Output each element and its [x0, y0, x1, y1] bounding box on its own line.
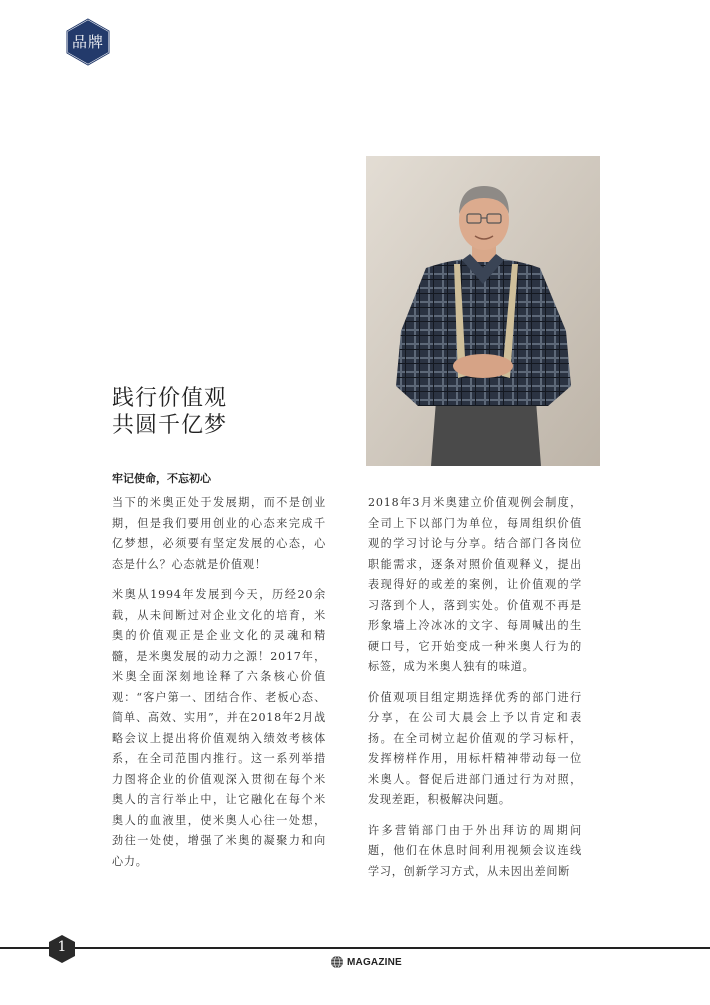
magazine-logo [330, 955, 402, 969]
portrait-photo [366, 156, 600, 466]
paragraph: 2018年3月米奥建立价值观例会制度，全司上下以部门为单位，每周组织价值观的学习讨论与分享。结合部门各岗位职能需求，逐条对照价值观释义，提出表现得好的或差的案例，让价值观的学习落到个人，落到实处。价值观不再是形象墙上冷冰冰的文字、每周喊出的生硬口号，它开始变成一种米奥人行为的标签，成为米奥人独有的味道。 [368, 496, 582, 673]
globe-icon [330, 955, 344, 969]
footer-divider [0, 947, 710, 949]
paragraph: 米奥从1994年发展到今天，历经20余载，从未间断过对企业文化的培育，米奥的价值观正是企业文化的灵魂和精髓，是米奥发展的动力之源！2017年，米奥全面深刻地诠释了六条核心价值观：“客户第一、团结合作、老板心态、简单、高效、实用”，并在2018年2月战略会议上提出将价值观纳入绩效考核体系，在全司范围内推行。这一系列举措力图将企业的价值观深入贯彻在每个米奥人的言行举止中，让它融化在每个米奥人的血液里，使米奥人心往一处想，劲往一处使，增强了米奥的凝聚力和向心力。 [112, 588, 326, 868]
right-column [368, 493, 582, 878]
paragraph: 价值观项目组定期选择优秀的部门进行分享，在公司大晨会上予以肯定和表扬。在全司树立起价值观的学习标杆，发挥榜样作用，用标杆精神带动每一位米奥人。督促后进部门通过行为对照，发现差距，积极解决问题。 [368, 690, 582, 806]
article-title [112, 385, 332, 439]
section-badge-label: 品牌 [71, 33, 104, 51]
paragraph: 许多营销部门由于外出拜访的周期问题，他们在休息时间利用视频会议连线学习，创新学习方式，从未因出差间断 [368, 823, 582, 878]
article-subtitle: 牢记使命，不忘初心 [112, 472, 211, 485]
page-number: 1 [57, 939, 67, 955]
title-line-1: 践行价值观 [112, 386, 228, 411]
title-line-2: 共圆千亿梦 [112, 413, 228, 438]
magazine-label: MAGAZINE [347, 956, 402, 968]
left-column [112, 493, 326, 882]
page-number-badge [48, 934, 76, 964]
paragraph: 当下的米奥正处于发展期，而不是创业期，但是我们要用创业的心态来完成千亿梦想，必须要有坚定发展的心态，心态是什么？心态就是价值观！ [112, 496, 326, 571]
section-badge [66, 18, 110, 66]
